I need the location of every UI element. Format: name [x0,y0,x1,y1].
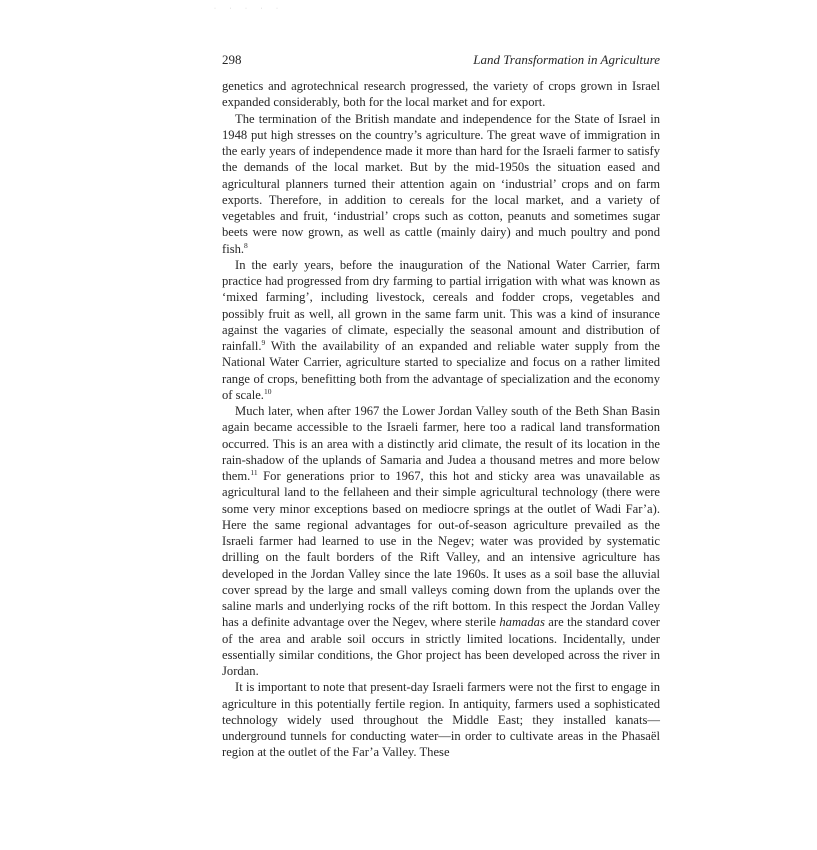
paragraph-text: It is important to note that present-day Israeli farmers were not the first to engage in agriculture in this potentially fertile region. In antiquity, farmers used a sophisticated technology widely used throughout the Middle East; they installed kanats—underground tunnels for conducting water—in order to cultivate areas in the Phasaël region at the outlet of the Far’a Valley. These [222,680,660,760]
paragraph-text: Much later, when after 1967 the Lower Jordan Valley south of the Beth Shan Basin again became accessible to the Israeli farmer, here too a radical land transformation occurred. This is an area with a distinctly arid climate, the result of its location in the rain-shadow of the uplands of Samaria and Judea a thousand metres and more below them. [222,404,660,483]
paragraph [222,111,660,257]
paragraph-text: With the availability of an expanded and reliable water supply from the National Water Carrier, agriculture started to specialize and focus on a rather limited range of crops, benefitting both from the advantage of specialization and the economy of scale. [222,339,660,402]
body-text [222,78,660,761]
paragraph-text: are the standard cover of the area and arable soil occurs in strictly limited locations. Incidentally, under essentially similar conditions, the Ghor project has been developed across the river in Jordan. [222,615,660,678]
paragraph-text: genetics and agrotechnical research progressed, the variety of crops grown in Israel expanded considerably, both for the local market and for export. [222,79,660,110]
footnote-ref: 10 [263,386,272,396]
footnote-ref: 8 [244,240,248,250]
paragraph-text: In the early years, before the inauguration of the National Water Carrier, farm practice had progressed from dry farming to partial irrigation with what was known as ‘mixed farming’, including livestock, cereals and fodder crops, vegetables and possibly fruit as well, all grown in the same farm unit. This was a kind of insurance against the vagaries of climate, especially the seasonal amount and distribution of rainfall. [222,257,660,353]
page-number: 298 [222,52,242,67]
running-title: Land Transformation in Agriculture [473,52,660,67]
paragraph [222,78,660,111]
paragraph [222,403,660,679]
paragraph [222,679,660,760]
paragraph-text: The termination of the British mandate and independence for the State of Israel in 1948 put high stresses on the country’s agriculture. The great wave of immigration in the early years of independence made it more than hard for the Israeli farmer to satisfy the demands of the local market. But by the mid-1950s the situation eased and agricultural planners turned their attention again on ‘industrial’ crops and on farm exports. Therefore, in addition to cereals for the local market, and a variety of vegetables and fruit, ‘industrial’ crops such as cotton, peanuts and sometimes sugar beets were now grown, as well as cattle (mainly dairy) and much poultry and pond fish. [222,111,660,256]
footnote-ref: 11 [250,467,258,477]
book-page [222,52,660,761]
paragraph [222,257,660,403]
scan-artifact: · · · · · [214,6,284,12]
running-head [222,52,660,68]
paragraph-text: For generations prior to 1967, this hot and sticky area was unavailable as agricultural land to the fellaheen and their simple agricultural technology (there were some very minor exceptions based on mediocre springs at the outlet of Wadi Far’a). Here the same regional advantages for out-of-season agriculture prevailed as the Israeli farmer had learned to use in the Negev; water was provided by systematic drilling on the fault borders of the Rift Valley, and an intensive agriculture has developed in the Jordan Valley since the late 1960s. It uses as a soil base the alluvial cover spread by the large and small valleys coming down from the uplands over the saline marls and underlying rocks of the rift bottom. In this respect the Jordan Valley has a definite advantage over the Negev, where sterile [222,469,660,630]
italic-term: hamadas [499,615,545,630]
footnote-ref: 9 [261,337,266,347]
